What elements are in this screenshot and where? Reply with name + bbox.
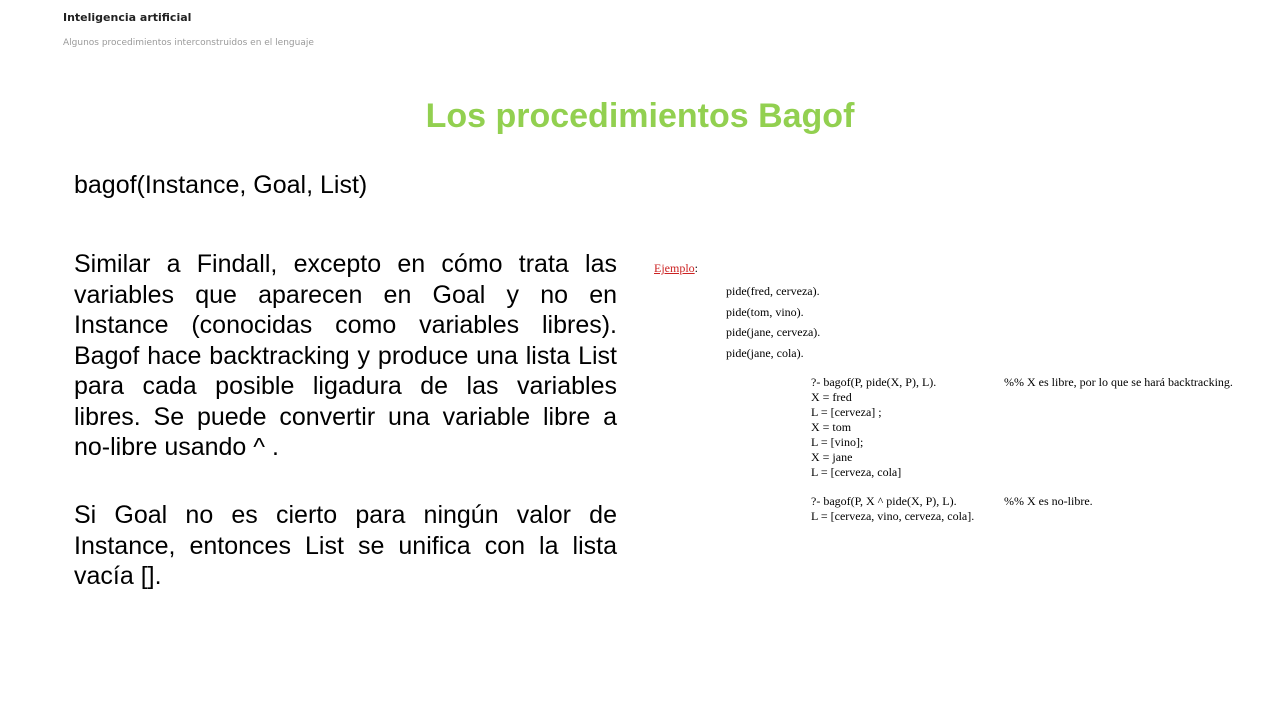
query-line: L = [vino];: [811, 435, 864, 449]
fact-line: pide(tom, vino).: [726, 304, 804, 319]
empty-list-paragraph: Si Goal no es cierto para ningún valor de Instance, entonces List se unifica con la lista vacía [].: [74, 501, 617, 590]
course-name: Inteligencia artificial: [63, 11, 192, 24]
query-comment: %% X es no-libre.: [1004, 494, 1093, 508]
slide-title: Los procedimientos Bagof: [425, 97, 855, 135]
query-line: X = tom: [811, 420, 852, 434]
query-comment: %% X es libre, por lo que se hará backtracking.: [1004, 375, 1233, 389]
example-heading-colon: :: [694, 261, 699, 275]
query-line: ?- bagof(P, pide(X, P), L).: [811, 375, 937, 389]
query-line: L = [cerveza, cola]: [811, 465, 902, 479]
fact-line: pide(jane, cerveza).: [726, 325, 821, 339]
description-paragraph: Similar a Findall, excepto en cómo trata las variables que aparecen en Goal y no en Instance (conocidas como variables libres). Bagof hace backtracking y produce una lista List para cada posible ligadura de las variables libres. Se puede convertir una variable libre a no-libre usando ^ .: [74, 250, 617, 461]
example-heading-label: Ejemplo: [654, 261, 695, 275]
query-line: L = [cerveza, vino, cerveza, cola].: [811, 509, 975, 523]
query-line: L = [cerveza] ;: [811, 405, 882, 419]
example-query-free: [811, 375, 1233, 480]
example-query-bound: [811, 494, 1093, 524]
fact-line: pide(fred, cerveza).: [726, 284, 820, 298]
query-line: ?- bagof(P, X ^ pide(X, P), L).: [811, 494, 957, 508]
fact-line: pide(jane, cola).: [726, 345, 804, 360]
bagof-signature: bagof(Instance, Goal, List): [74, 171, 368, 199]
query-line: X = fred: [811, 390, 852, 404]
topic-subtitle: Algunos procedimientos interconstruidos en el lenguaje: [63, 38, 314, 48]
example-facts: [726, 281, 820, 363]
query-line: X = jane: [811, 450, 853, 464]
example-heading: [654, 261, 698, 276]
